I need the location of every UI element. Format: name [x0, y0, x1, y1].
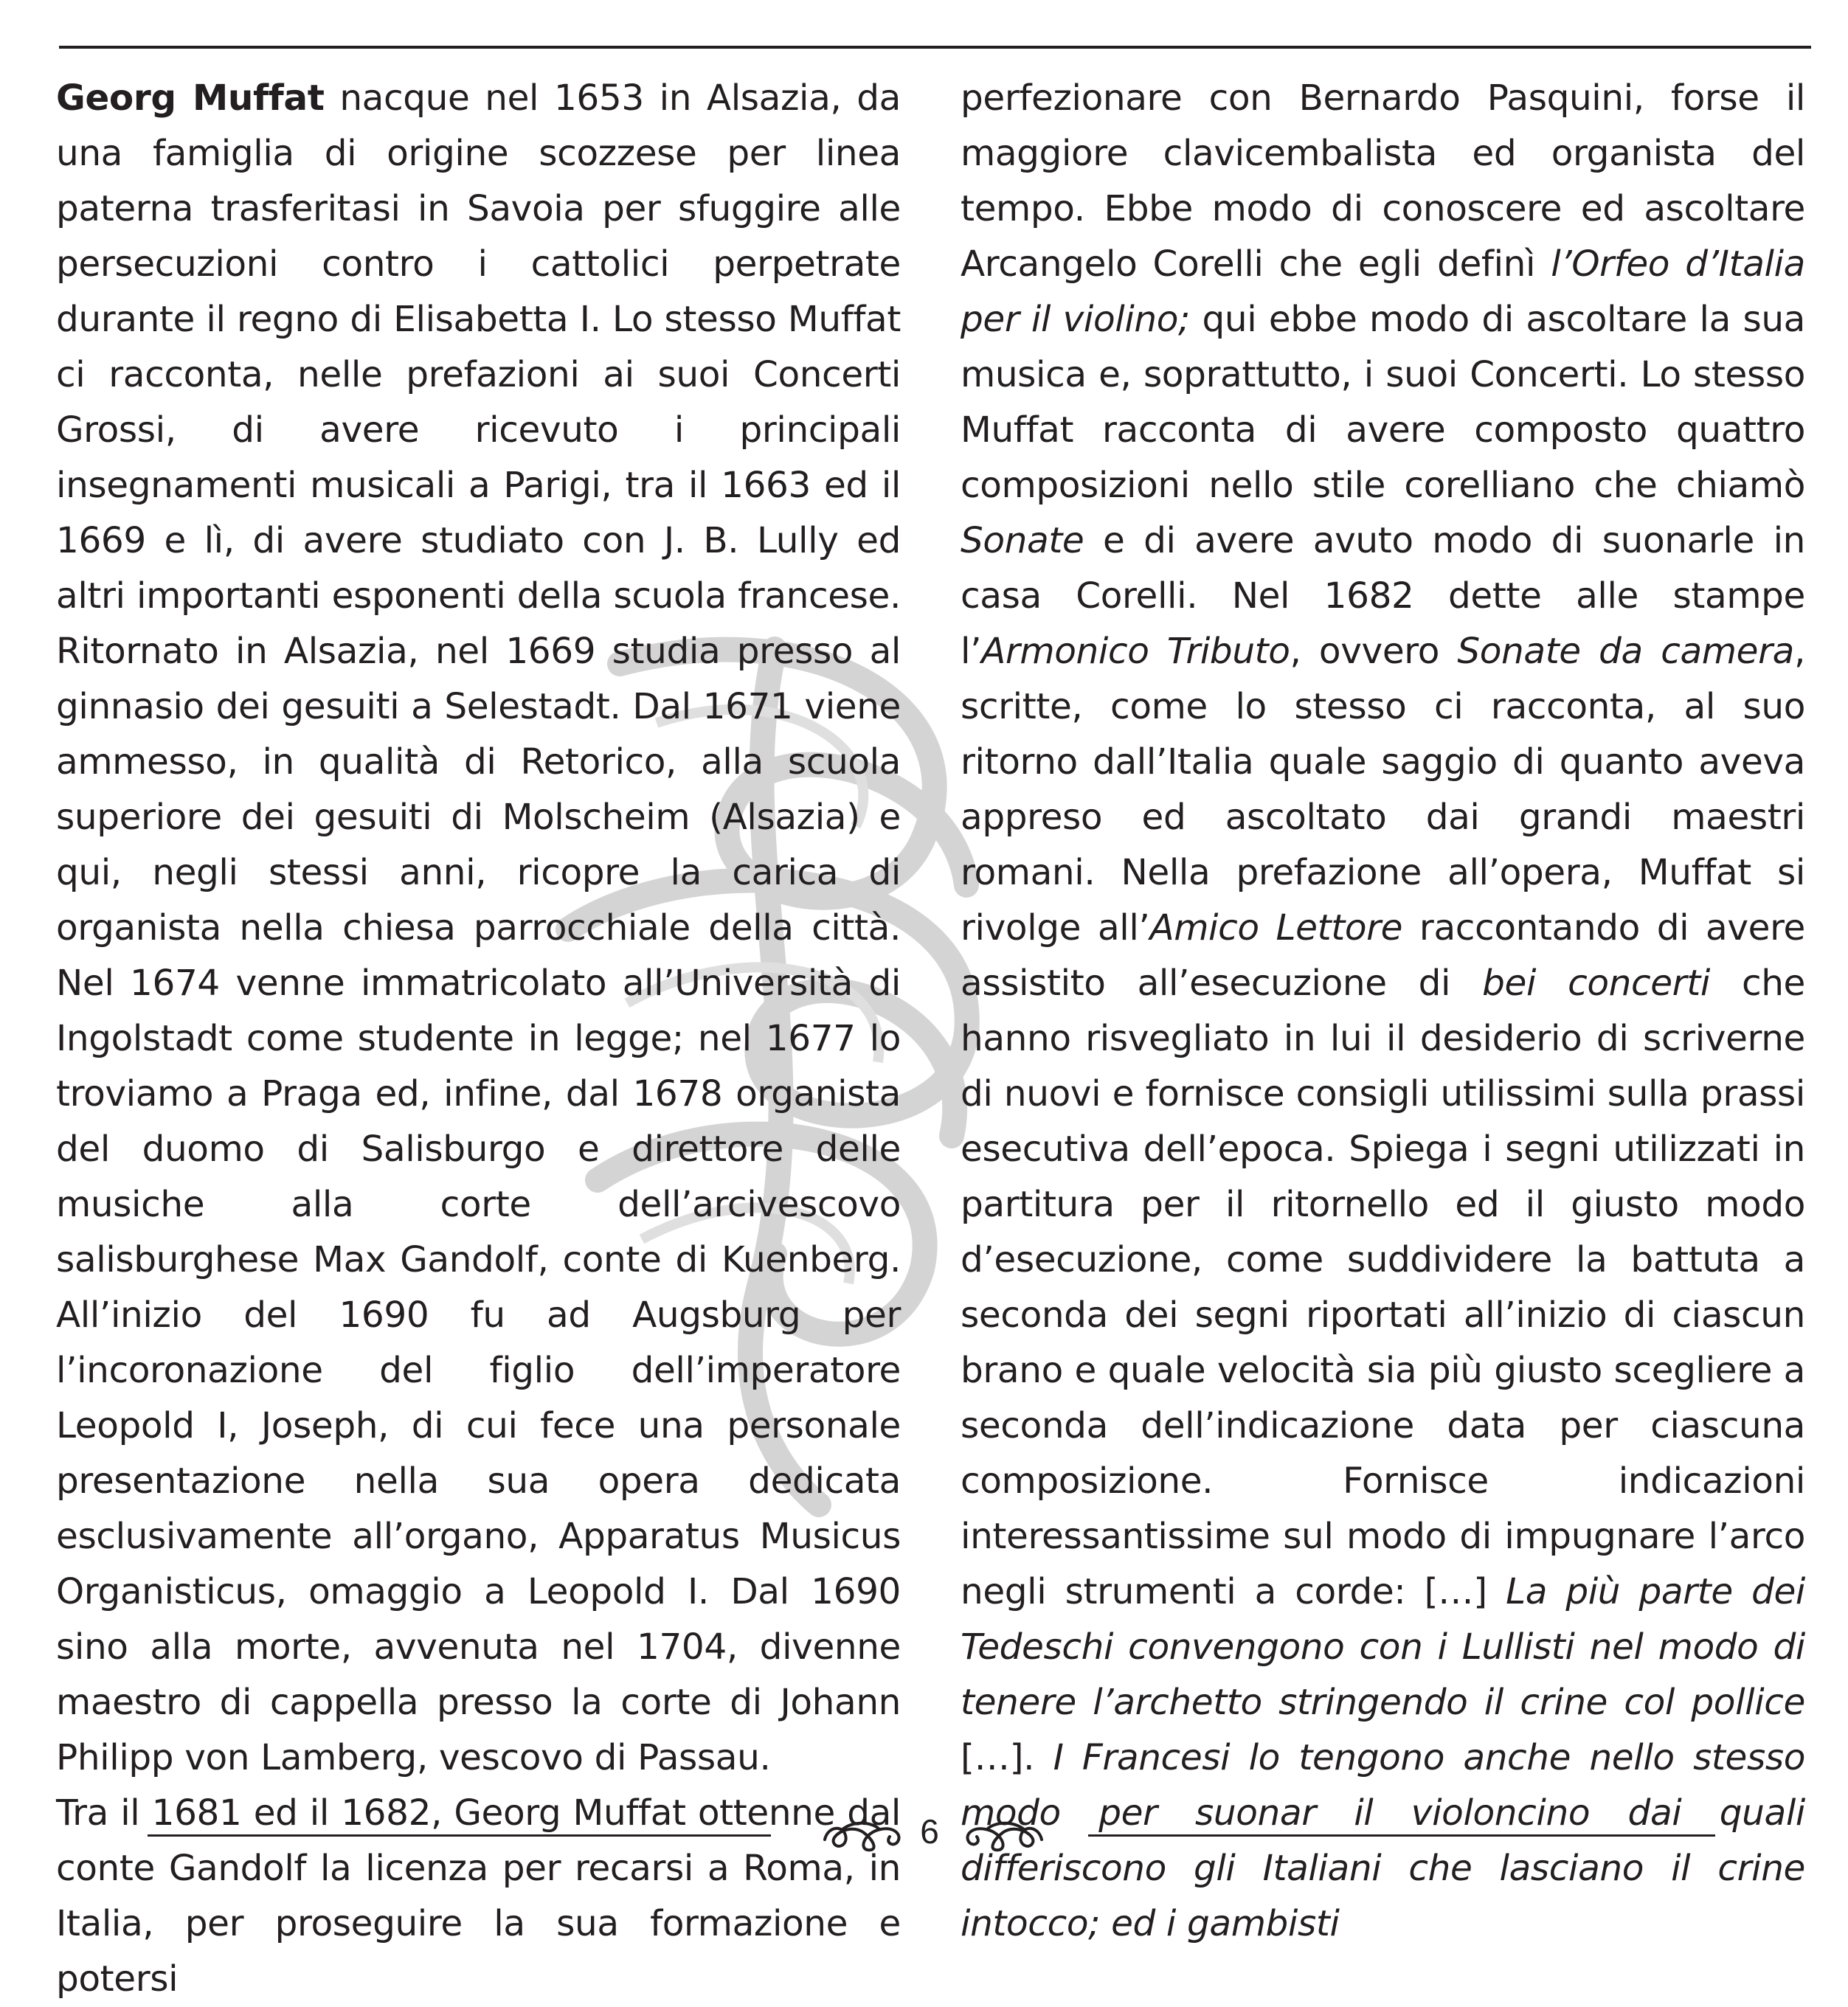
text-run: , ovvero	[1290, 631, 1458, 672]
paragraph-text: nacque nel 1653 in Alsazia, da una famiglia di origine scozzese per linea paterna trasferitasi in Savoia per sfuggire alle persecuzioni contro i cattolici perpetrate durante il regno di Elisabetta I. Lo stesso Muffat ci racconta, nelle prefazioni ai suoi Concerti Grossi, di avere ricevuto i principali insegnamenti musicali a Parigi, tra il 1663 ed il 1669 e lì, di avere studiato con J. B. Lully ed altri importanti esponenti della scuola francese. Ritornato in Alsazia, nel 1669 studia presso al ginnasio dei gesuiti a Selestadt. Dal 1671 viene ammesso, in qualità di Retorico, alla scuola superiore dei gesuiti di Molscheim (Alsazia) e qui, negli stessi anni, ricopre la carica di organista nella chiesa parrocchiale della città. Nel 1674 venne immatricolato all’Università di Ingolstadt come studente in legge; nel 1677 lo troviamo a Praga ed, infine, dal 1678 organista del duomo di Salisburgo e direttore delle musiche alla corte dell’arcivescovo salisburghese Max Gandolf, conte di Kuenberg. All’inizio del 1690 fu ad Augsburg per l’incoronazione del figlio dell’imperatore Leopold I, Joseph, di cui fece una personale presentazione nella sua opera dedicata esclusivamente all’organo, Apparatus Musicus Organisticus, omaggio a Leopold I. Dal 1690 sino alla morte, avvenuta nel 1704, divenne maestro di cappella presso la corte di Johann Philipp von Lamberg, vescovo di Passau.	[56, 77, 901, 1778]
footer-rule-left	[148, 1834, 771, 1837]
composer-name: Georg Muffat	[56, 77, 325, 119]
italic-title: Amico Lettore	[1149, 907, 1403, 949]
footer-rule-right	[1088, 1834, 1715, 1837]
italic-quote: bei concerti	[1482, 963, 1710, 1004]
italic-title: Sonate da camera	[1457, 631, 1794, 672]
top-rule	[59, 46, 1811, 49]
page-number: 6	[920, 1812, 939, 1851]
page-footer	[0, 1800, 1848, 1866]
flourish-ornament-icon	[820, 1813, 907, 1857]
text-run: e di avere avuto modo di suonarle in casa Corelli. Nel 1682 dette alle stampe l’	[961, 520, 1805, 672]
italic-quote: l’Orfeo d’Italia per il violino;	[961, 243, 1805, 340]
italic-title: Sonate	[961, 520, 1084, 561]
text-column-left	[56, 71, 901, 2007]
paragraph-text: Tra il 1681 ed il 1682, Georg Muffat ottenne dal conte Gandolf la licenza per recarsi a Roma, in Italia, per proseguire la sua formazione e potersi	[56, 1792, 901, 2000]
text-run: […].	[961, 1737, 1053, 1778]
continuation-paragraph	[961, 71, 1805, 1952]
text-run: perfezionare con Bernardo Pasquini, forse il maggiore clavicembalista ed organista del tempo. Ebbe modo di conoscere ed ascoltare Arcangelo Corelli che egli definì	[961, 77, 1805, 285]
text-run: qui ebbe modo di ascoltare la sua musica e, soprattutto, i suoi Concerti. Lo stesso Muffat racconta di avere composto quattro composizioni nello stile corelliano che chiamò	[961, 299, 1805, 506]
italic-quote: La più parte dei Tedeschi convengono con i Lullisti nel modo di tenere l’archetto stringendo il crine col pollice	[961, 1571, 1805, 1723]
text-run: , scritte, come lo stesso ci racconta, al suo ritorno dall’Italia quale saggio di quanto aveva appreso ed ascoltato dai grandi maestri romani. Nella prefazione all’opera, Muffat si rivolge all’	[961, 631, 1805, 949]
italic-title: Armonico Tributo	[981, 631, 1290, 672]
text-column-right	[961, 71, 1805, 1952]
text-run: raccontando di avere assistito all’esecuzione di	[961, 907, 1805, 1004]
flourish-ornament-icon	[959, 1813, 1046, 1857]
text-run: che hanno risvegliato in lui il desiderio di scriverne di nuovi e fornisce consigli utilissimi sulla prassi esecutiva dell’epoca. Spiega i segni utilizzati in partitura per il ritornello ed il giusto modo d’esecuzione, come suddividere la battuta a seconda dei segni riportati all’inizio di ciascun brano e quale velocità sia più giusto scegliere a seconda dell’indicazione data per ciascuna composizione. Fornisce indicazioni interessantissime sul modo di impugnare l’arco negli strumenti a corde: […]	[961, 963, 1805, 1612]
biography-paragraph	[56, 71, 901, 1786]
italic-quote: I Francesi lo tengono anche nello stesso modo per suonar il violoncino dai quali differiscono gli Italiani che lasciano il crine intocco; ed i gambisti	[961, 1737, 1805, 1944]
